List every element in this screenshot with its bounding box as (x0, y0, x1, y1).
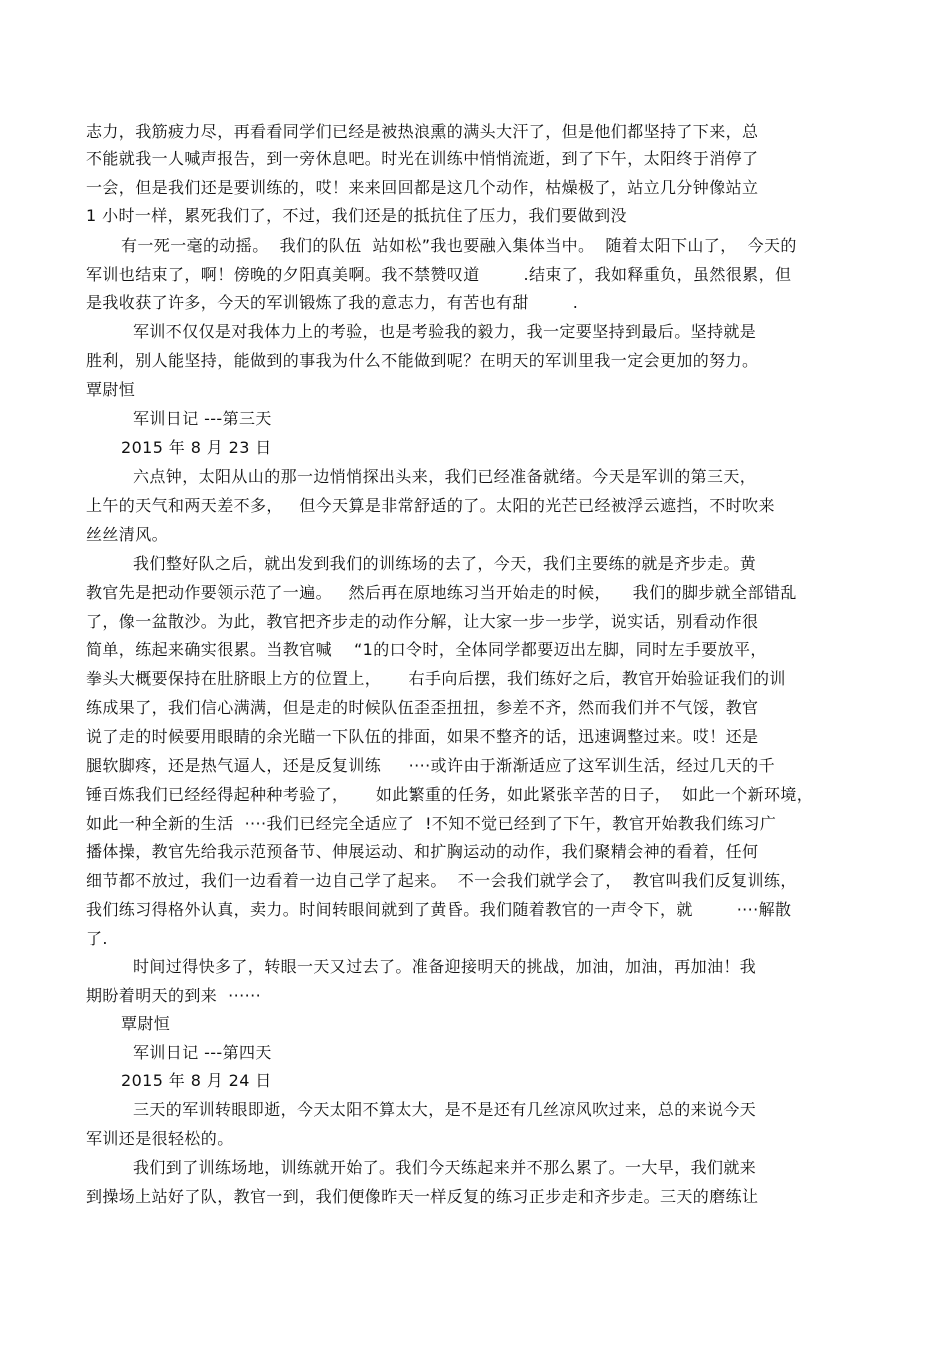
text-line: 三天的军训转眼即逝，今天太阳不算太大，是不是还有几丝凉风吹过来，总的来说今天 (133, 1100, 757, 1119)
text-line: 一会，但是我们还是要训练的，哎！来来回回都是这几个动作，枯燥极了，站立几分钟像站立 (86, 178, 759, 197)
text-line: 军训还是很轻松的。 (86, 1129, 234, 1148)
text-line: 到操场上站好了队，教官一到，我们便像昨天一样反复的练习正步走和齐步走。三天的磨练让 (86, 1187, 759, 1206)
text-line: 锤百炼我们已经经得起种种考验了， 如此繁重的任务，如此紧张辛苦的日子， 如此一个新环境， (86, 785, 814, 804)
text-line: 有一死一毫的动摇。 我们的队伍 站如松”我也要融入集体当中。 随着太阳下山了， 今天的 (121, 236, 797, 255)
text-line: 拳头大概要保持在肚脐眼上方的位置上， 右手向后摆，我们练好之后，教官开始验证我们的训 (86, 669, 786, 688)
text-line: 播体操，教官先给我示范预备节、伸展运动、和扩胸运动的动作，我们聚精会神的看着，任何 (86, 842, 759, 861)
diary-title: 军训日记 ---第四天 (133, 1043, 272, 1062)
text-line: 了. (86, 929, 108, 948)
text-line: 上午的天气和两天差不多， 但今天算是非常舒适的了。太阳的光芒已经被浮云遮挡，不时吹来 (86, 496, 775, 515)
text-line: 时间过得快多了，转眼一天又过去了。准备迎接明天的挑战，加油，加油，再加油！我 (133, 957, 757, 976)
text-line: 了，像一盆散沙。为此，教官把齐步走的动作分解，让大家一步一步学，说实话，别看动作很 (86, 612, 759, 631)
text-line: 丝丝清风。 (86, 525, 169, 544)
text-line: 如此一种全新的生活 ····我们已经完全适应了 !不知不觉已经到了下午，教官开始教我们练习广 (86, 814, 777, 833)
diary-date: 2015 年 8 月 24 日 (121, 1071, 272, 1090)
signature-name: 覃尉恒 (86, 380, 136, 399)
text-line: 细节都不放过，我们一边看着一边自己学了起来。 不一会我们就学会了， 教官叫我们反复训练， (86, 871, 797, 890)
text-line: 1 小时一样，累死我们了，不过，我们还是的抵抗住了压力，我们要做到没 (86, 206, 627, 225)
text-line: 志力，我筋疲力尽，再看看同学们已经是被热浪熏的满头大汗了，但是他们都坚持了下来，总 (86, 122, 759, 141)
text-line: 期盼着明天的到来 ······ (86, 986, 262, 1005)
text-line: 教官先是把动作要领示范了一遍。 然后再在原地练习当开始走的时候， 我们的脚步就全部错乱 (86, 583, 797, 602)
text-line: 我们整好队之后，就出发到我们的训练场的去了，今天，我们主要练的就是齐步走。黄 (133, 554, 757, 573)
text-line: 不能就我一人喊声报告，到一旁休息吧。时光在训练中悄悄流逝，到了下午，太阳终于消停了 (86, 149, 759, 168)
text-line: 军训也结束了，啊！傍晚的夕阳真美啊。我不禁赞叹道 .结束了，我如释重负，虽然很累，但 (86, 265, 792, 284)
text-line: 胜利，别人能坚持，能做到的事我为什么不能做到呢？在明天的军训里我一定会更加的努力。 (86, 351, 759, 370)
text-line: 我们到了训练场地，训练就开始了。我们今天练起来并不那么累了。一大早，我们就来 (133, 1158, 757, 1177)
text-line: 说了走的时候要用眼睛的余光瞄一下队伍的排面，如果不整齐的话，迅速调整过来。哎！还是 (86, 727, 759, 746)
text-line: 简单，练起来确实很累。当教官喊 “1的口令时，全体同学都要迈出左脚，同时左手要放平， (86, 640, 767, 659)
text-line: 是我收获了许多，今天的军训锻炼了我的意志力，有苦也有甜 . (86, 293, 579, 312)
text-line: 我们练习得格外认真，卖力。时间转眼间就到了黄昏。我们随着教官的一声令下，就 ····解散 (86, 900, 792, 919)
text-line: 六点钟，太阳从山的那一边悄悄探出头来，我们已经准备就绪。今天是军训的第三天， (133, 467, 757, 486)
diary-date: 2015 年 8 月 23 日 (121, 438, 272, 457)
text-line: 腿软脚疼，还是热气逼人，还是反复训练 ····或许由于渐渐适应了这军训生活，经过几天的千 (86, 756, 775, 775)
signature-name: 覃尉恒 (121, 1014, 171, 1033)
diary-title: 军训日记 ---第三天 (133, 409, 272, 428)
text-line: 练成果了，我们信心满满，但是走的时候队伍歪歪扭扭，参差不齐，然而我们并不气馁，教官 (86, 698, 759, 717)
text-line: 军训不仅仅是对我体力上的考验，也是考验我的毅力，我一定要坚持到最后。坚持就是 (133, 322, 757, 341)
